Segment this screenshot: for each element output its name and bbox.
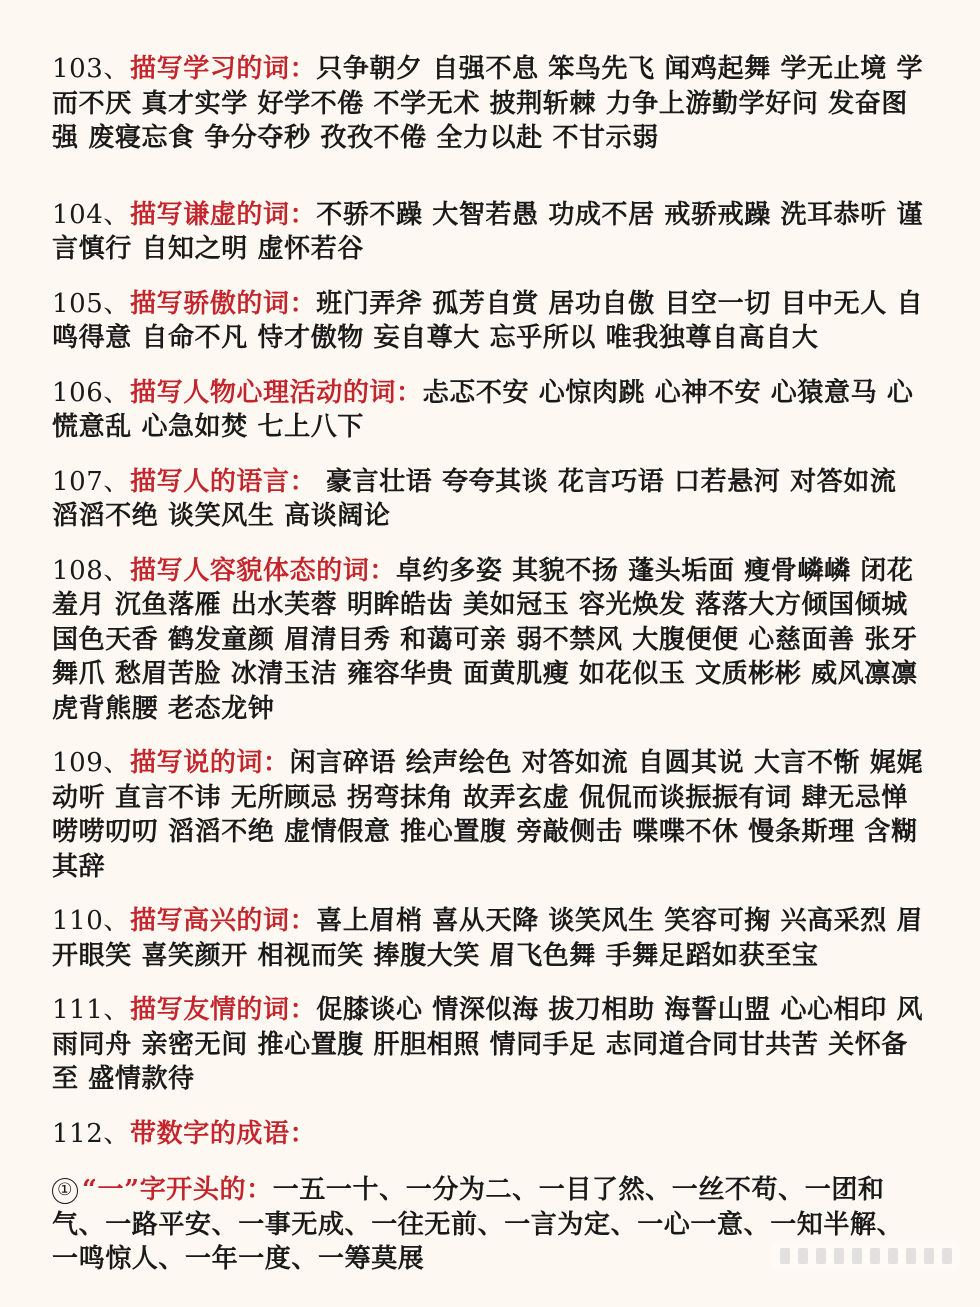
section-103: [52, 52, 924, 156]
section-106: [52, 376, 924, 445]
watermark-bar: [816, 1248, 826, 1264]
section-number: 105、: [52, 288, 131, 319]
section-label: 带数字的成语：: [130, 1118, 317, 1149]
section-number: 103、: [52, 54, 131, 84]
section-number: 106、: [52, 377, 131, 408]
section-number: 108、: [52, 555, 131, 586]
section-words: 不骄不躁 大智若愚 功成不居 戒骄戒躁 洗耳恭听 谨言慎行 自知之明 虚怀若谷: [52, 199, 924, 264]
section-107: [52, 465, 924, 534]
section-words: 只争朝夕 自强不息 笨鸟先飞 闻鸡起舞 学无止境 学而不厌 真才实学 好学不倦 不学无术 披荆斩棘 力争上游勤学好问 发奋图强 废寝忘食 争分夺秒 孜孜不倦 全力以赴 不甘示弱: [52, 54, 924, 153]
watermark-bar: [942, 1248, 952, 1264]
circled-number-marker: ①: [52, 1178, 78, 1204]
section-number: 107、: [52, 466, 131, 497]
subsection-label: “一”字开头的：: [82, 1175, 273, 1205]
watermark-bar: [888, 1248, 898, 1264]
section-number: 111、: [52, 995, 131, 1025]
section-label: 描写谦虚的词：: [130, 199, 317, 230]
watermark-strip: [770, 1243, 960, 1269]
watermark-bar: [780, 1248, 790, 1264]
section-label: 描写友情的词：: [130, 995, 317, 1025]
section-words: 班门弄斧 孤芳自赏 居功自傲 目空一切 目中无人 自鸣得意 自命不凡 恃才傲物 妄自尊大 忘乎所以 唯我独尊自高自大: [52, 288, 924, 353]
section-label: 描写学习的词：: [130, 54, 317, 84]
section-104: [52, 198, 924, 267]
section-111: [52, 993, 924, 1097]
watermark-bar: [852, 1248, 862, 1264]
watermark-bar: [870, 1248, 880, 1264]
section-words: 促膝谈心 情深似海 拔刀相助 海誓山盟 心心相印 风雨同舟 亲密无间 推心置腹 肝胆相照 情同手足 志同道合同甘共苦 关怀备至 盛情款待: [52, 995, 924, 1094]
section-label: 描写人的语言：: [130, 466, 317, 497]
section-label: 描写说的词：: [130, 748, 290, 778]
watermark-bar: [924, 1248, 934, 1264]
section-number: 110、: [52, 906, 131, 936]
section-number: 104、: [52, 199, 131, 230]
section-words: 忐忑不安 心惊肉跳 心神不安 心猿意马 心慌意乱 心急如焚 七上八下: [52, 377, 914, 442]
section-words: 豪言壮语 夸夸其谈 花言巧语 口若悬河 对答如流 滔滔不绝 谈笑风生 高谈阔论: [52, 466, 897, 531]
section-label: 描写高兴的词：: [130, 906, 317, 936]
watermark-bar: [906, 1248, 916, 1264]
section-label: 描写人容貌体态的词：: [130, 555, 397, 586]
subsection-words: 一五一十、一分为二、一目了然、一丝不苟、一团和气、一路平安、一事无成、一往无前、一言为定、一心一意、一知半解、一鸣惊人、一年一度、一筹莫展: [52, 1175, 904, 1274]
section-112: [52, 1117, 924, 1152]
section-108: [52, 554, 924, 727]
section-109: [52, 746, 924, 884]
section-number: 112、: [52, 1118, 131, 1149]
section-105: [52, 287, 924, 356]
section-words: 卓约多姿 其貌不扬 蓬头垢面 瘦骨嶙嶙 闭花羞月 沉鱼落雁 出水芙蓉 明眸皓齿 美如冠玉 容光焕发 落落大方倾国倾城 国色天香 鹤发童颜 眉清目秀 和蔼可亲 弱不禁风 大腹便便 心慈面善 张牙舞爪 愁眉苦脸 冰清玉洁 雍容华贵 面黄肌瘦 如花似玉 文质彬彬 威风凛凛虎背熊腰 老态龙钟: [52, 555, 918, 724]
section-number: 109、: [52, 748, 131, 778]
section-words: 闲言碎语 绘声绘色 对答如流 自圆其说 大言不惭 娓娓动听 直言不讳 无所顾忌 拐弯抹角 故弄玄虚 侃侃而谈振振有词 肆无忌惮 唠唠叨叨 滔滔不绝 虚情假意 推心置腹 旁敲侧击 喋喋不休 慢条斯理 含糊其辞: [52, 748, 924, 882]
section-110: [52, 904, 924, 973]
watermark-bar: [834, 1248, 844, 1264]
watermark-bar: [798, 1248, 808, 1264]
section-label: 描写人物心理活动的词：: [130, 377, 423, 408]
section-label: 描写骄傲的词：: [130, 288, 317, 319]
section-words: 喜上眉梢 喜从天降 谈笑风生 笑容可掬 兴高采烈 眉开眼笑 喜笑颜开 相视而笑 捧腹大笑 眉飞色舞 手舞足蹈如获至宝: [52, 906, 924, 971]
